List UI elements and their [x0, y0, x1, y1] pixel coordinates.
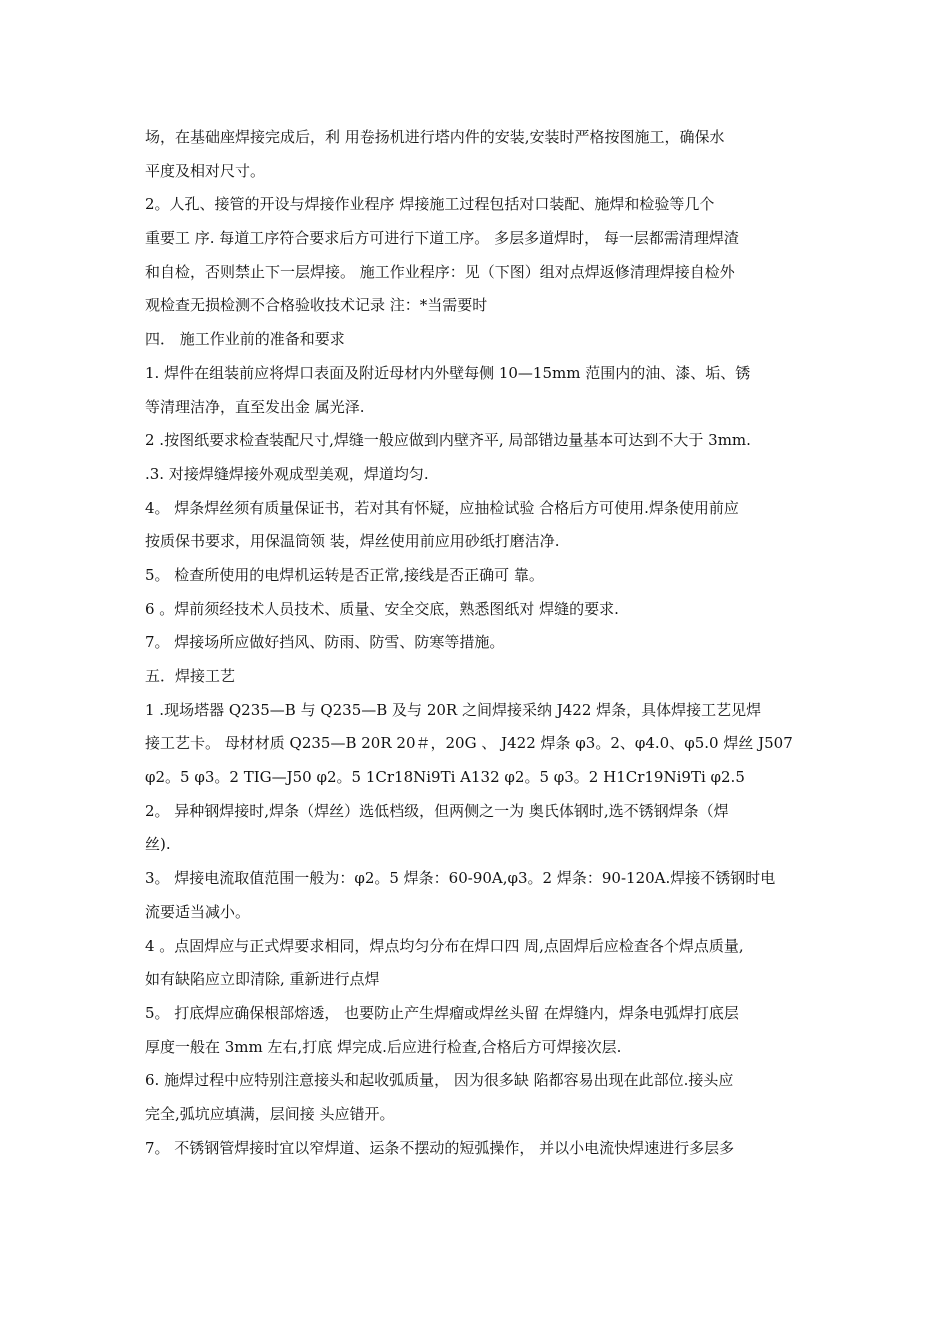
text-line: 四． 施工作业前的准备和要求: [145, 330, 345, 349]
text-line: 5。 检查所使用的电焊机运转是否正常,接线是否正确可 靠。: [145, 565, 544, 584]
text-line: 完全,弧坑应填满，层间接 头应错开。: [145, 1104, 395, 1123]
text-line: 1. 焊件在组装前应将焊口表面及附近母材内外壁每侧 10—15mm 范围内的油、漆、垢、锈: [145, 363, 751, 382]
text-line: 4。 焊条焊丝须有质量保证书，若对其有怀疑，应抽检试验 合格后方可使用.焊条使用前应: [145, 498, 739, 517]
text-line: 按质保书要求，用保温筒领 装，焊丝使用前应用砂纸打磨洁净.: [145, 532, 560, 551]
text-line: 2。人孔、接管的开设与焊接作业程序 焊接施工过程包括对口装配、施焊和检验等几个: [145, 195, 715, 214]
text-line: .3. 对接焊缝焊接外观成型美观，焊道均匀.: [145, 464, 429, 483]
text-line: 五．焊接工艺: [145, 667, 236, 685]
text-line: 丝).: [145, 835, 171, 854]
text-line: 6. 施焊过程中应特别注意接头和起收弧质量， 因为很多缺 陷都容易出现在此部位.接头应: [145, 1071, 734, 1090]
text-line: 等清理洁净，直至发出金 属光泽.: [145, 397, 365, 416]
text-line: 7。 不锈钢管焊接时宜以窄焊道、运条不摆动的短弧操作， 并以小电流快焊速进行多层多: [145, 1138, 735, 1157]
text-line: 2。 异种钢焊接时,焊条（焊丝）选低档级，但两侧之一为 奥氏体钢时,选不锈钢焊条（焊: [145, 801, 729, 820]
text-line: φ2。5 φ3。2 TIG—J50 φ2。5 1Cr18Ni9Ti A132 φ2。5 φ3。2 H1Cr19Ni9Ti φ2.5: [145, 768, 745, 787]
text-line: 流要适当减小。: [145, 902, 251, 921]
text-line: 观检查无损检测不合格验收技术记录 注：*当需要时: [145, 296, 488, 315]
text-line: 2 .按图纸要求检查装配尺寸,焊缝一般应做到内壁齐平, 局部错边量基本可达到不大于 3mm.: [145, 431, 751, 450]
text-line: 重要工 序. 每道工序符合要求后方可进行下道工序。 多层多道焊时， 每一层都需清理焊渣: [145, 229, 739, 248]
text-line: 7。 焊接场所应做好挡风、防雨、防雪、防寒等措施。: [145, 633, 505, 652]
text-line: 接工艺卡。 母材材质 Q235—B 20R 20＃，20G 、 J422 焊条 φ3。2、φ4.0、φ5.0 焊丝 J507: [145, 734, 793, 753]
text-line: 4 。点固焊应与正式焊要求相同，焊点均匀分布在焊口四 周,点固焊后应检查各个焊点质量,: [145, 936, 744, 955]
text-line: 1 .现场塔器 Q235—B 与 Q235—B 及与 20R 之间焊接采纳 J422 焊条，具体焊接工艺见焊: [145, 700, 762, 719]
text-line: 5。 打底焊应确保根部熔透， 也要防止产生焊瘤或焊丝头留 在焊缝内，焊条电弧焊打底层: [145, 1003, 739, 1022]
text-line: 如有缺陷应立即清除, 重新进行点焊: [145, 970, 380, 989]
document-body: [145, 121, 815, 1165]
text-line: 平度及相对尺寸。: [145, 161, 266, 180]
text-line: 6 。焊前须经技术人员技术、质量、安全交底，熟悉图纸对 焊缝的要求.: [145, 599, 619, 618]
text-line: 3。 焊接电流取值范围一般为：φ2。5 焊条：60-90A,φ3。2 焊条：90-120A.焊接不锈钢时电: [145, 869, 776, 888]
text-line: 和自检，否则禁止下一层焊接。 施工作业程序：见（下图）组对点焊返修清理焊接自检外: [145, 262, 735, 281]
text-line: 厚度一般在 3mm 左右,打底 焊完成.后应进行检查,合格后方可焊接次层.: [145, 1037, 622, 1056]
text-line: 场，在基础座焊接完成后，利 用卷扬机进行塔内件的安装,安装时严格按图施工，确保水: [145, 128, 725, 146]
